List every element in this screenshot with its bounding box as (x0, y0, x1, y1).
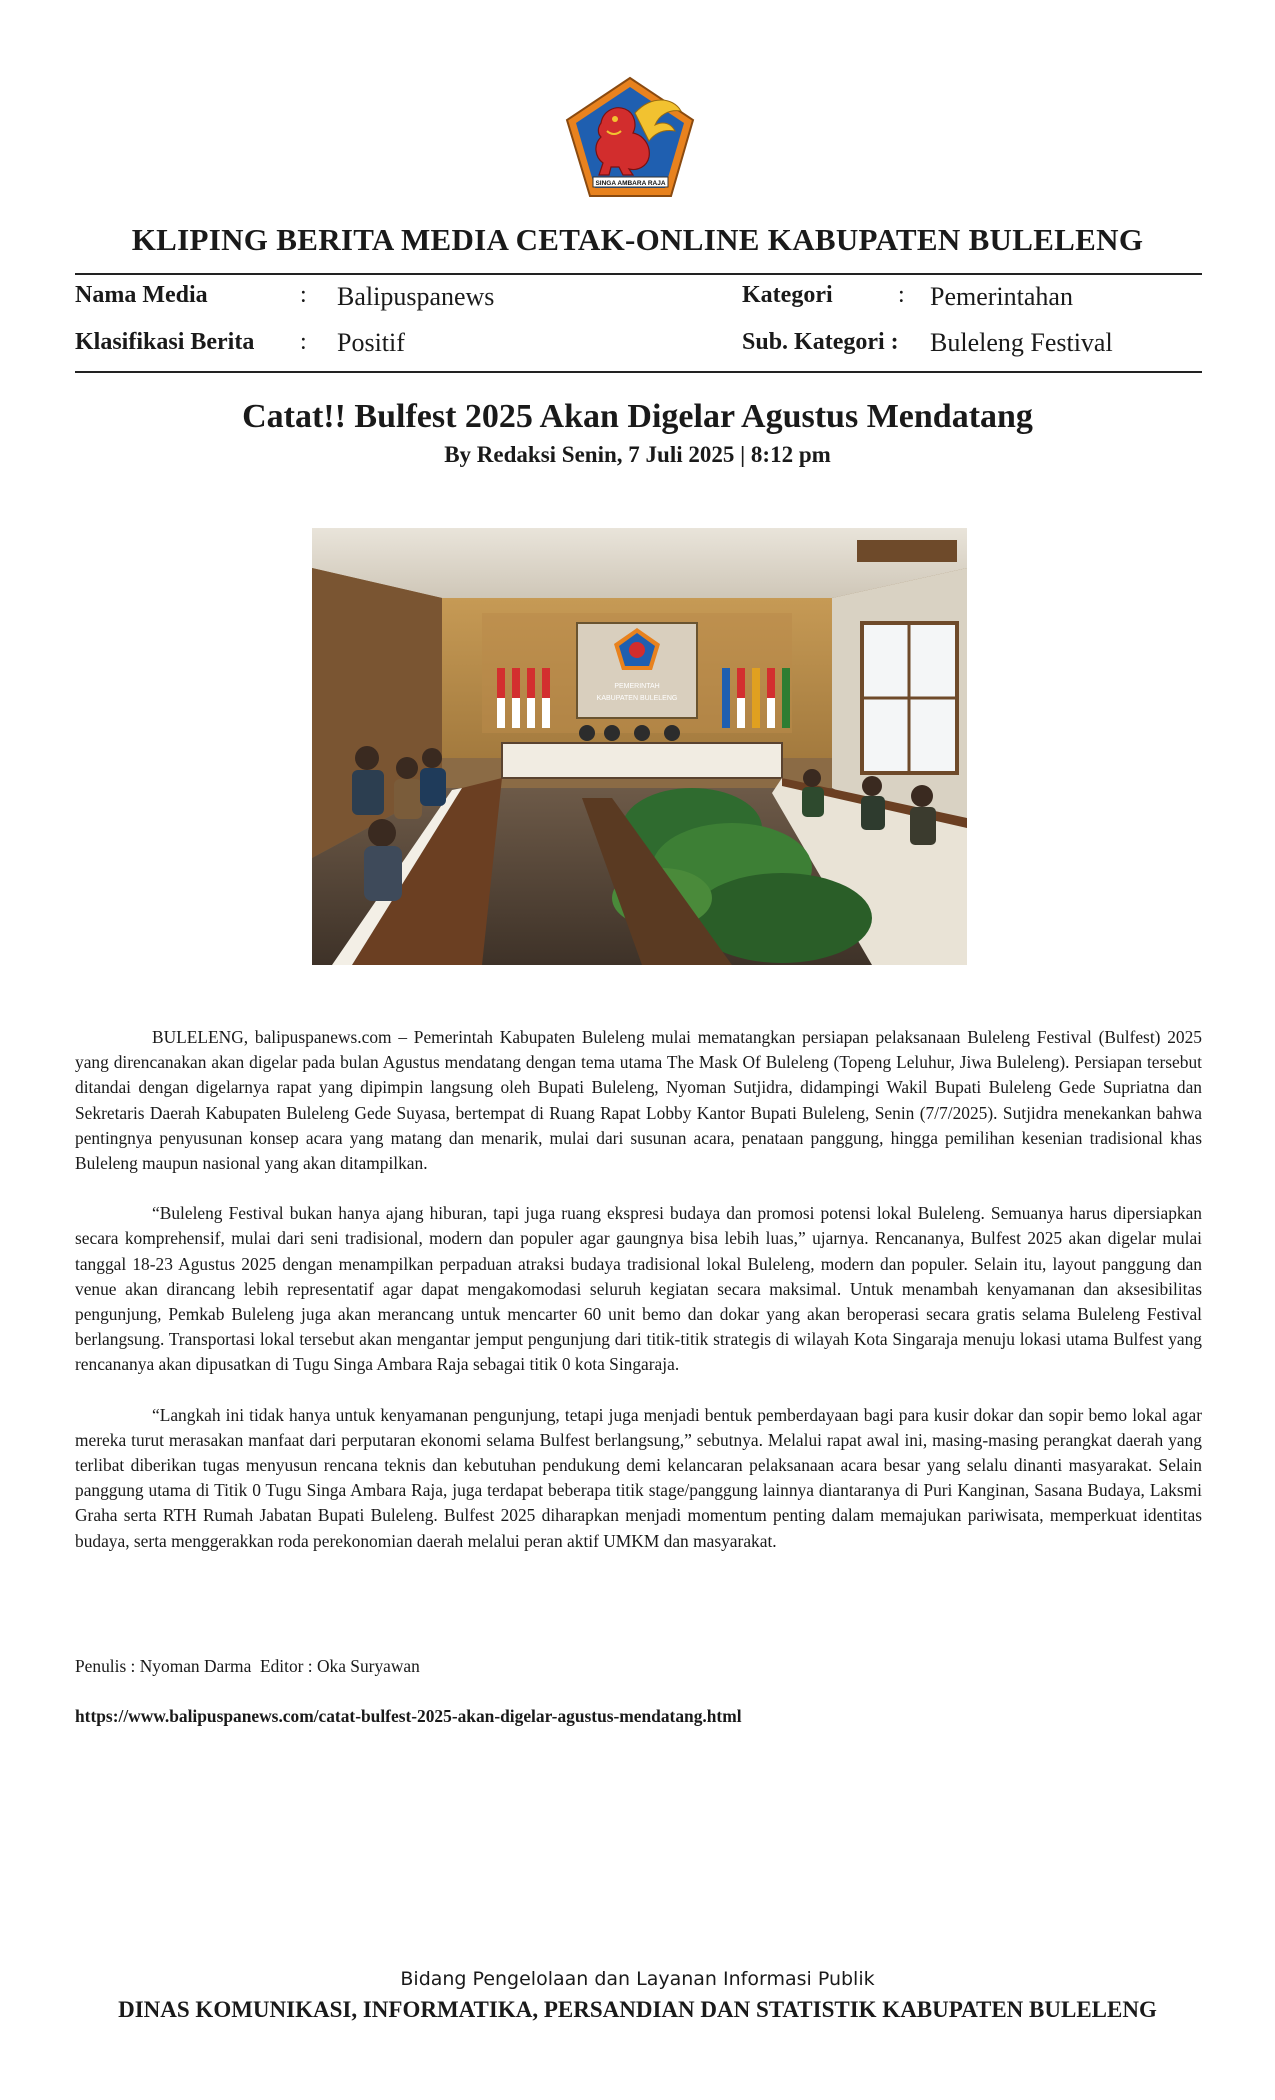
article-body (75, 1025, 1202, 1579)
classification-value: Positif (337, 328, 405, 357)
classification-label: Klasifikasi Berita (75, 329, 255, 355)
article-credits (75, 1656, 420, 1677)
photo-screen-line1: PEMERINTAH (614, 683, 660, 690)
article-title: Catat!! Bulfest 2025 Akan Digelar Agustus Mendatang (242, 398, 1033, 435)
category-colon: : (898, 282, 905, 308)
photo-screen-line2: KABUPATEN BULELENG (596, 695, 678, 702)
singa-ambara-raja-logo (563, 75, 698, 200)
singa-ambara-raja-emblem-icon (563, 75, 698, 200)
article-paragraph-2: “Buleleng Festival bukan hanya ajang hiburan, tapi juga ruang ekspresi budaya dan promosi potensi lokal Buleleng. Semuanya harus dipersiapkan secara komprehensif, mulai dari seni tradisional, modern dan populer agar gaungnya bisa lebih luas,” ujarnya. Rencananya, Bulfest 2025 akan digelar mulai tanggal 18-23 Agustus 2025 dengan menampilkan perpaduan atraksi budaya tradisional lokal Buleleng, modern dan populer. Selain itu, layout panggung dan venue akan dirancang lebih representatif agar dapat mengakomodasi seluruh kegiatan secara maksimal. Untuk menambah kenyamanan dan aksesibilitas pengunjung, Pemkab Buleleng juga akan merancang untuk mencarter 60 unit bemo dan dokar yang akan beroperasi secara gratis selama Buleleng Festival berlangsung. Transportasi lokal tersebut akan mengantar jemput pengunjung dari titik-titik strategis di wilayah Kota Singaraja menuju lokasi utama Bulfest yang rencananya akan dipusatkan di Tugu Singa Ambara Raja sebagai titik 0 kota Singaraja. (75, 1203, 1202, 1375)
header-divider-top (75, 273, 1202, 275)
meeting-room-photo (312, 528, 967, 965)
classification-colon: : (300, 329, 307, 355)
header-divider-bottom (75, 371, 1202, 373)
article-paragraph-1: BULELENG, balipuspanews.com – Pemerintah Kabupaten Buleleng mulai mematangkan persiapan pelaksanaan Buleleng Festival (Bulfest) 2025 yang direncanakan akan digelar pada bulan Agustus mendatang dengan tema utama The Mask Of Buleleng (Topeng Leluhur, Jiwa Buleleng). Persiapan tersebut ditandai dengan digelarnya rapat yang dipimpin langsung oleh Bupati Buleleng, Nyoman Sutjidra, didampingi Wakil Bupati Buleleng Gede Supriatna dan Sekretaris Daerah Kabupaten Buleleng Gede Suyasa, bertempat di Ruang Rapat Lobby Kantor Bupati Buleleng, Senin (7/7/2025). Sutjidra menekankan bahwa pentingnya penyusunan konsep acara yang matang dan menarik, mulai dari susunan acara, penataan panggung, hingga pemilihan kesenian tradisional khas Buleleng maupun nasional yang akan ditampilkan. (75, 1027, 1202, 1174)
article-byline: By Redaksi Senin, 7 Juli 2025 | 8:12 pm (444, 442, 831, 467)
media-name-colon: : (300, 282, 307, 308)
media-name-value: Balipuspanews (337, 282, 495, 311)
footer-department: Bidang Pengelolaan dan Layanan Informasi Publik (400, 1968, 875, 1990)
subcategory-value: Buleleng Festival (930, 328, 1113, 357)
meeting-photo-illustration (312, 528, 967, 965)
subcategory-label: Sub. Kategori : (742, 329, 899, 355)
category-value: Pemerintahan (930, 282, 1073, 311)
category-label: Kategori (742, 282, 833, 308)
footer-agency: DINAS KOMUNIKASI, INFORMATIKA, PERSANDIAN DAN STATISTIK KABUPATEN BULELENG (118, 1997, 1157, 2022)
media-name-label: Nama Media (75, 282, 208, 308)
source-url-link[interactable]: https://www.balipuspanews.com/catat-bulfest-2025-akan-digelar-agustus-mendatang.html (75, 1706, 742, 1726)
article-paragraph-3: “Langkah ini tidak hanya untuk kenyamanan pengunjung, tetapi juga menjadi bentuk pemberdayaan bagi para kusir dokar dan sopir bemo lokal agar mereka turut merasakan manfaat dari perputaran ekonomi selama Bulfest berlangsung,” sebutnya. Melalui rapat awal ini, masing-masing perangkat daerah yang terlibat diberikan tugas menyusun rencana teknis dan kebutuhan pendukung demi kelancaran pelaksanaan acara besar yang selalu dinanti masyarakat. Selain panggung utama di Titik 0 Tugu Singa Ambara Raja, juga terdapat beberapa titik stage/panggung lainnya diantaranya di Puri Kanginan, Sasana Budaya, Laksmi Graha serta RTH Rumah Jabatan Bupati Buleleng. Bulfest 2025 diharapkan menjadi momentum penting dalam memajukan pariwisata, memperkuat identitas budaya, serta menggerakkan roda perekonomian daerah melalui peran aktif UMKM dan masyarakat. (75, 1404, 1202, 1551)
clipping-header-title: KLIPING BERITA MEDIA CETAK-ONLINE KABUPATEN BULELENG (131, 222, 1144, 257)
credits-text: Penulis : Nyoman Darma Editor : Oka Suryawan (75, 1656, 420, 1676)
svg-text:SINGA AMBARA RAJA: SINGA AMBARA RAJA (595, 180, 666, 187)
